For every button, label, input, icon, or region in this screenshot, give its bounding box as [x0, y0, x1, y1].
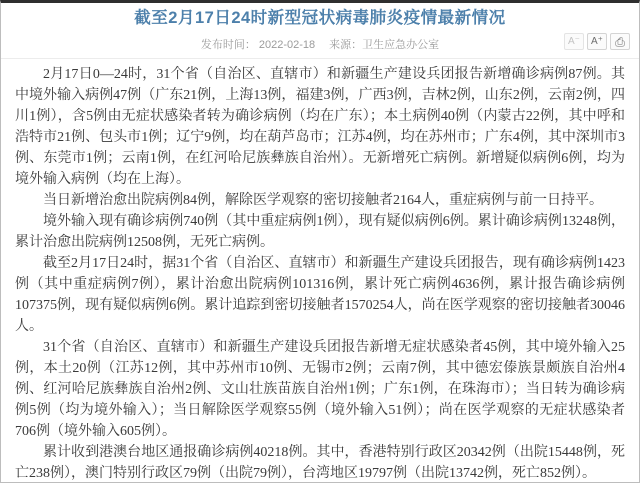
article-paragraph: 截至2月17日24时，据31个省（自治区、直辖市）和新疆生产建设兵团报告，现有确诊病例1423例（其中重症病例7例），累计治愈出院病例101316例，累计死亡病例4636例，累计报告确诊病例107375例，现有疑似病例6例。累计追踪到密切接触者1570254人，尚在医学观察的密切接触者30046人。	[15, 256, 625, 334]
source-value: 卫生应急办公室	[362, 39, 440, 51]
font-increase-button[interactable]: A⁺	[587, 33, 607, 50]
publish-date: 2022-02-18	[258, 39, 316, 51]
print-button[interactable]	[610, 33, 630, 50]
article-toolbar	[564, 33, 630, 50]
font-decrease-button[interactable]: A⁻	[564, 33, 584, 50]
article-body	[1, 59, 639, 483]
article-paragraph: 当日新增治愈出院病例84例，解除医学观察的密切接触者2164人，重症病例与前一日持平。	[43, 193, 603, 208]
source-label: 来源：	[329, 39, 363, 51]
article-paragraph: 累计收到港澳台地区通报确诊病例40218例。其中，香港特别行政区20342例（出院15448例，死亡238例），澳门特别行政区79例（出院79例），台湾地区19797例（出院13742例，死亡852例）。	[15, 445, 625, 481]
article-header	[1, 3, 639, 59]
printer-icon: ⎙	[615, 34, 625, 49]
article-meta	[1, 36, 639, 52]
article-paragraph: 31个省（自治区、直辖市）和新疆生产建设兵团报告新增无症状感染者45例，其中境外输入25例，本土20例（江苏12例，其中苏州市10例、无锡市2例；云南7例，其中德宏傣族景颇族自治州4例、红河哈尼族彝族自治州2例、文山壮族苗族自治州1例；广东1例，在珠海市）；当日转为确诊病例5例（均为境外输入）；当日解除医学观察55例（境外输入51例）；尚在医学观察的无症状感染者706例（境外输入605例）。	[15, 340, 625, 439]
article-paragraph: 境外输入现有确诊病例740例（其中重症病例1例），现有疑似病例6例。累计确诊病例13248例，累计治愈出院病例12508例，无死亡病例。	[15, 214, 625, 250]
article-paragraph: 2月17日0—24时，31个省（自治区、直辖市）和新疆生产建设兵团报告新增确诊病例87例。其中境外输入病例47例（广东21例，上海13例，福建3例，广西3例，吉林2例，山东2例，云南2例，四川1例），含5例由无症状感染者转为确诊病例（均在广东）；本土病例40例（内蒙古22例，其中呼和浩特市21例、包头市1例；辽宁9例，均在葫芦岛市；江苏4例，均在苏州市；广东4例，其中深圳市3例、东莞市1例；云南1例，在红河哈尼族彝族自治州）。无新增死亡病例。新增疑似病例6例，均为境外输入病例（均在上海）。	[15, 67, 625, 187]
publish-time-label: 发布时间：	[200, 39, 256, 51]
page-title: 截至2月17日24时新型冠状病毒肺炎疫情最新情况	[134, 9, 506, 27]
